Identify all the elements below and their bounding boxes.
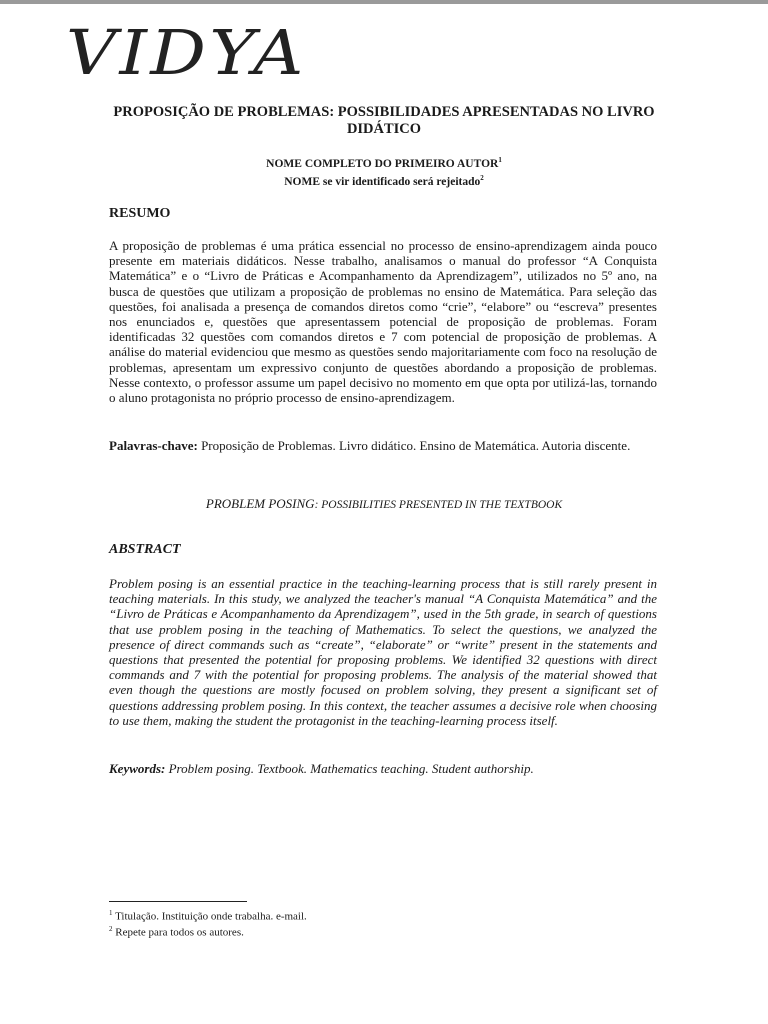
author-name: NOME COMPLETO DO PRIMEIRO AUTOR xyxy=(266,157,499,170)
footnote-mark: 2 xyxy=(480,174,484,182)
resumo-heading: RESUMO xyxy=(109,206,171,221)
footnote-rule xyxy=(109,901,247,902)
footnote-text: Titulação. Instituição onde trabalha. e-mail. xyxy=(115,910,307,923)
footnote-2 xyxy=(109,922,244,940)
english-title-rest: : POSSIBILITIES PRESENTED IN THE TEXTBOOK xyxy=(314,499,563,511)
english-title xyxy=(100,496,668,512)
english-title-lead: PROBLEM POSING xyxy=(205,496,315,511)
keywords-list: Proposição de Problemas. Livro didático. Ensino de Matemática. Autoria discente. xyxy=(201,438,631,453)
abstract-heading: ABSTRACT xyxy=(109,542,181,557)
footnote-mark: 2 xyxy=(109,925,113,933)
resumo-keywords xyxy=(109,438,657,453)
author-name: NOME se vir identificado será rejeitado xyxy=(284,175,481,188)
journal-logo: VIDYA xyxy=(66,16,307,89)
keywords-label: Palavras-chave: xyxy=(109,438,198,453)
abstract-keywords xyxy=(109,761,657,776)
author-second xyxy=(100,171,668,189)
resumo-text: A proposição de problemas é uma prática essencial no processo de ensino-aprendizagem ainda pouco presente em materiais didáticos. Nesse trabalho, analisamos o manual do professor “A Conquista Matemática” e o “Livro de Práticas e Acompanhamento da Aprendizagem”, utilizados no 5º ano, na busca de questões que utilizam a proposição de problemas no ensino de Matemática. Para seleção das questões, foi analisada a presença de comandos diretos como “crie”, “elabore” ou “escreva” presentes nos enunciados e, questões que apresentassem potencial de proposição de problemas. Foram identificadas 32 questões com comandos diretos e 7 com potencial de proposição de problemas. A análise do material evidenciou que mesmo as questões sendo majoritariamente com foco na resolução de problemas, apresentam um expressivo conjunto de questões abordando a proposição de problemas. Nesse contexto, o professor assume um papel decisivo no momento em que opta por utilizá-las, tornando o aluno protagonista no próprio processo de ensino-aprendizagem. xyxy=(109,238,657,406)
author-first xyxy=(100,153,668,171)
top-rule xyxy=(0,0,768,4)
keywords-list: Problem posing. Textbook. Mathematics teaching. Student authorship. xyxy=(168,761,534,776)
article-title: PROPOSIÇÃO DE PROBLEMAS: POSSIBILIDADES APRESENTADAS NO LIVRO DIDÁTICO xyxy=(113,104,655,137)
keywords-label: Keywords: xyxy=(109,761,166,776)
footnote-1 xyxy=(109,906,307,924)
footnote-mark: 1 xyxy=(109,909,113,917)
footnote-text: Repete para todos os autores. xyxy=(115,926,244,939)
abstract-text: Problem posing is an essential practice in the teaching-learning process that is still rarely present in teaching materials. In this study, we analyzed the teacher's manual “A Conquista Matemática” and the “Livro de Práticas e Acompanhamento da Aprendizagem”, used in the 5th grade, in search of questions that use problem posing in the teaching of Mathematics. To select the questions, we analyzed the presence of direct commands such as “create”, “elaborate” or “write” present in the statements and questions that presented the potential for proposing problems. We identified 32 questions with direct commands and 7 with the potential for proposing problems. The analysis of the material showed that even though the questions are mostly focused on problem solving, they present a significant set of questions addressing problem posing. In this context, the teacher assumes a decisive role when choosing to use them, making the student the protagonist in the teaching-learning process itself. xyxy=(109,576,657,728)
footnote-mark: 1 xyxy=(498,156,502,164)
